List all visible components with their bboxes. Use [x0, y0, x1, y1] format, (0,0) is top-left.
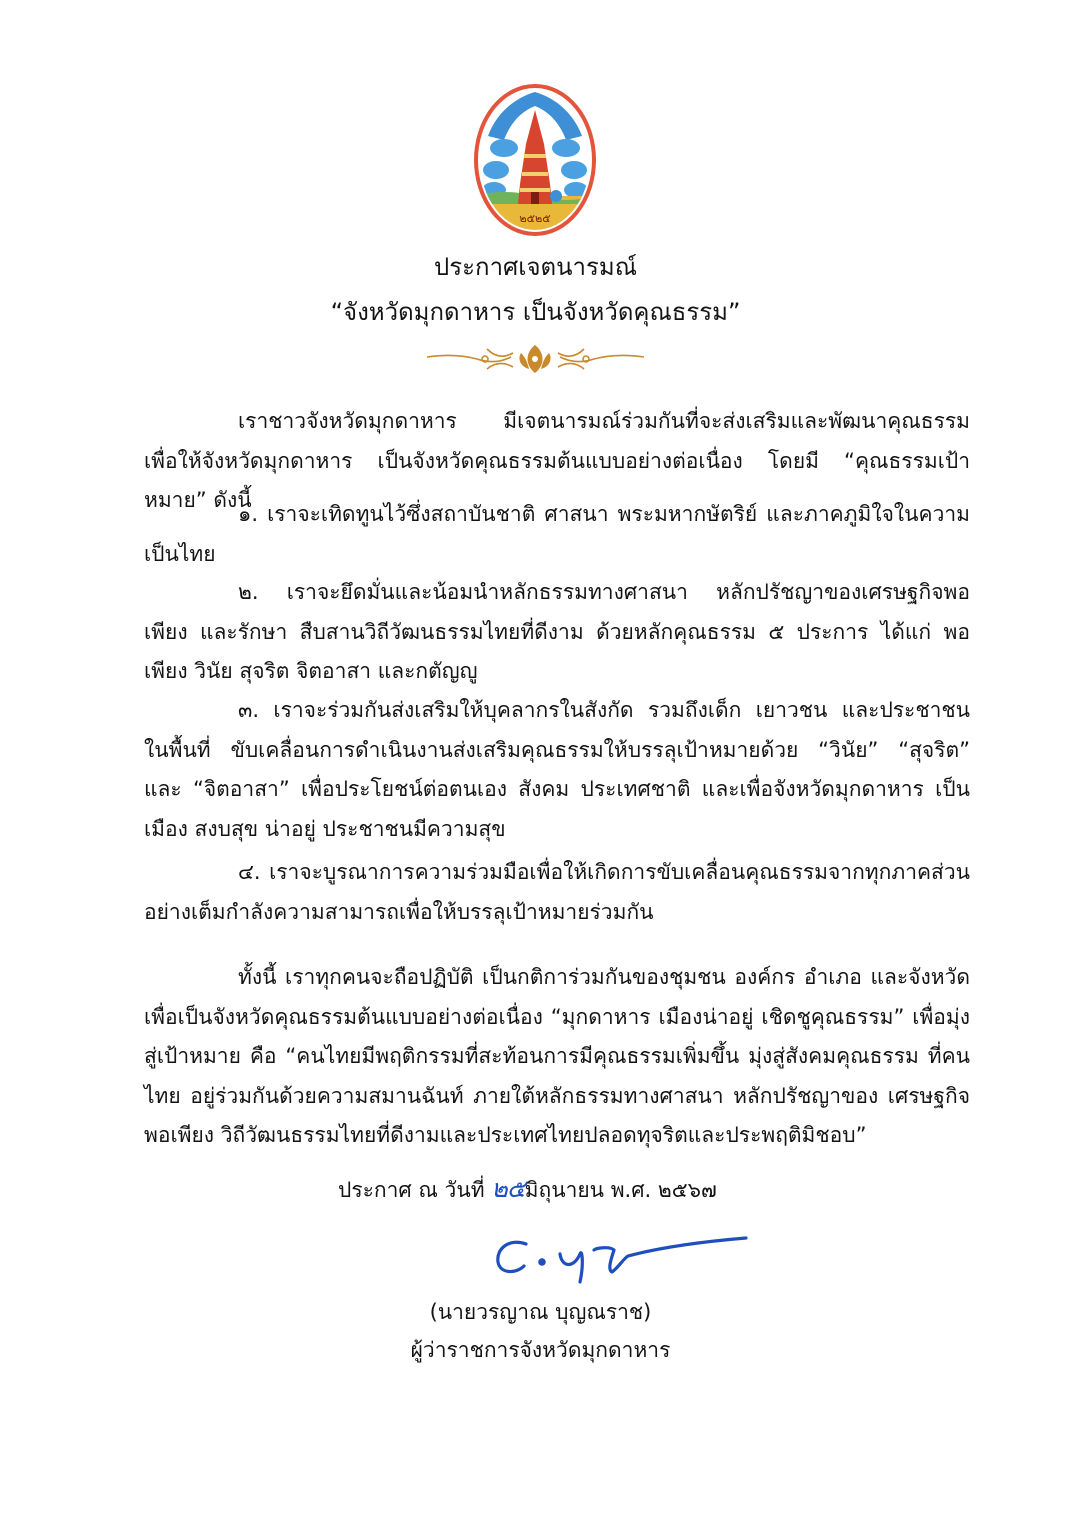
proclamation-prefix: ประกาศ ณ วันที่	[338, 1178, 485, 1202]
proclamation-day: ๒๕	[491, 1174, 525, 1203]
page-subtitle: “จังหวัดมุกดาหาร เป็นจังหวัดคุณธรรม”	[330, 298, 741, 326]
signer-position: ผู้ว่าราชการจังหวัดมุกดาหาร	[410, 1338, 671, 1362]
list-item	[144, 495, 970, 574]
closing-paragraph	[144, 958, 970, 1156]
item-2-text: ๒. เราจะยึดมั่นและน้อมนำหลักธรรมทางศาสนา หลักปรัชญาของเศรษฐกิจพอเพียง และรักษา สืบสานวิถีวัฒนธรรมไทยที่ดีงาม ด้วยหลักคุณธรรม ๕ ประการ ได้แก่ พอเพียง วินัย สุจริต จิตอาสา และกตัญญู	[144, 580, 970, 683]
handwritten-signature-icon	[488, 1228, 750, 1286]
intro-text: เราชาวจังหวัดมุกดาหาร มีเจตนารมณ์ร่วมกันที่จะส่งเสริมและพัฒนาคุณธรรม เพื่อให้จังหวัดมุกดาหาร เป็นจังหวัดคุณธรรมต้นแบบอย่างต่อเนื่อง โดยมี “คุณธรรมเป้าหมาย” ดังนี้	[144, 409, 970, 512]
provincial-seal-icon	[474, 84, 596, 236]
proclamation-month-year: มิถุนายน พ.ศ. ๒๕๖๗	[524, 1178, 717, 1202]
list-item	[144, 853, 970, 932]
seal-text: ๒๕๒๕	[519, 212, 551, 225]
item-3-text: ๓. เราจะร่วมกันส่งเสริมให้บุคลากรในสังกัด รวมถึงเด็ก เยาวชน และประชาชน ในพื้นที่ ขับเคลื่อนการดำเนินงานส่งเสริมคุณธรรมให้บรรลุเป้าหมายด้วย “วินัย” “สุจริต” และ “จิตอาสา” เพื่อประโยชน์ต่อตนเอง สังคม ประเทศชาติ และเพื่อจังหวัดมุกดาหาร เป็นเมือง สงบสุข น่าอยู่ ประชาชนมีความสุข	[144, 698, 970, 841]
closing-text: ทั้งนี้ เราทุกคนจะถือปฏิบัติ เป็นกติการ่วมกันของชุมชน องค์กร อำเภอ และจังหวัด เพื่อเป็นจังหวัดคุณธรรมต้นแบบอย่างต่อเนื่อง “มุกดาหาร เมืองน่าอยู่ เชิดชูคุณธรรม” เพื่อมุ่งสู่เป้าหมาย คือ “คนไทยมีพฤติกรรมที่สะท้อนการมีคุณธรรมเพิ่มขึ้น มุ่งสู่สังคมคุณธรรม ที่คนไทย อยู่ร่วมกันด้วยความสมานฉันท์ ภายใต้หลักธรรมทางศาสนา หลักปรัชญาของ เศรษฐกิจพอเพียง วิถีวัฒนธรรมไทยที่ดีงามและประเทศไทยปลอดทุจริตและประพฤติมิชอบ”	[144, 965, 970, 1147]
list-item	[144, 691, 970, 849]
item-4-text: ๔. เราจะบูรณาการความร่วมมือเพื่อให้เกิดการขับเคลื่อนคุณธรรมจากทุกภาคส่วน อย่างเต็มกำลังความสามารถเพื่อให้บรรลุเป้าหมายร่วมกัน	[144, 860, 970, 924]
item-1-text: ๑. เราจะเทิดทูนไว้ซึ่งสถาบันชาติ ศาสนา พระมหากษัตริย์ และภาคภูมิใจในความเป็นไทย	[144, 502, 970, 566]
signer-name: (นายวรญาณ บุญณราช)	[429, 1300, 652, 1324]
proclamation-date	[338, 1174, 717, 1205]
page-title: ประกาศเจตนารมณ์	[434, 253, 637, 281]
list-item	[144, 573, 970, 692]
ornamental-divider-icon	[425, 343, 646, 377]
